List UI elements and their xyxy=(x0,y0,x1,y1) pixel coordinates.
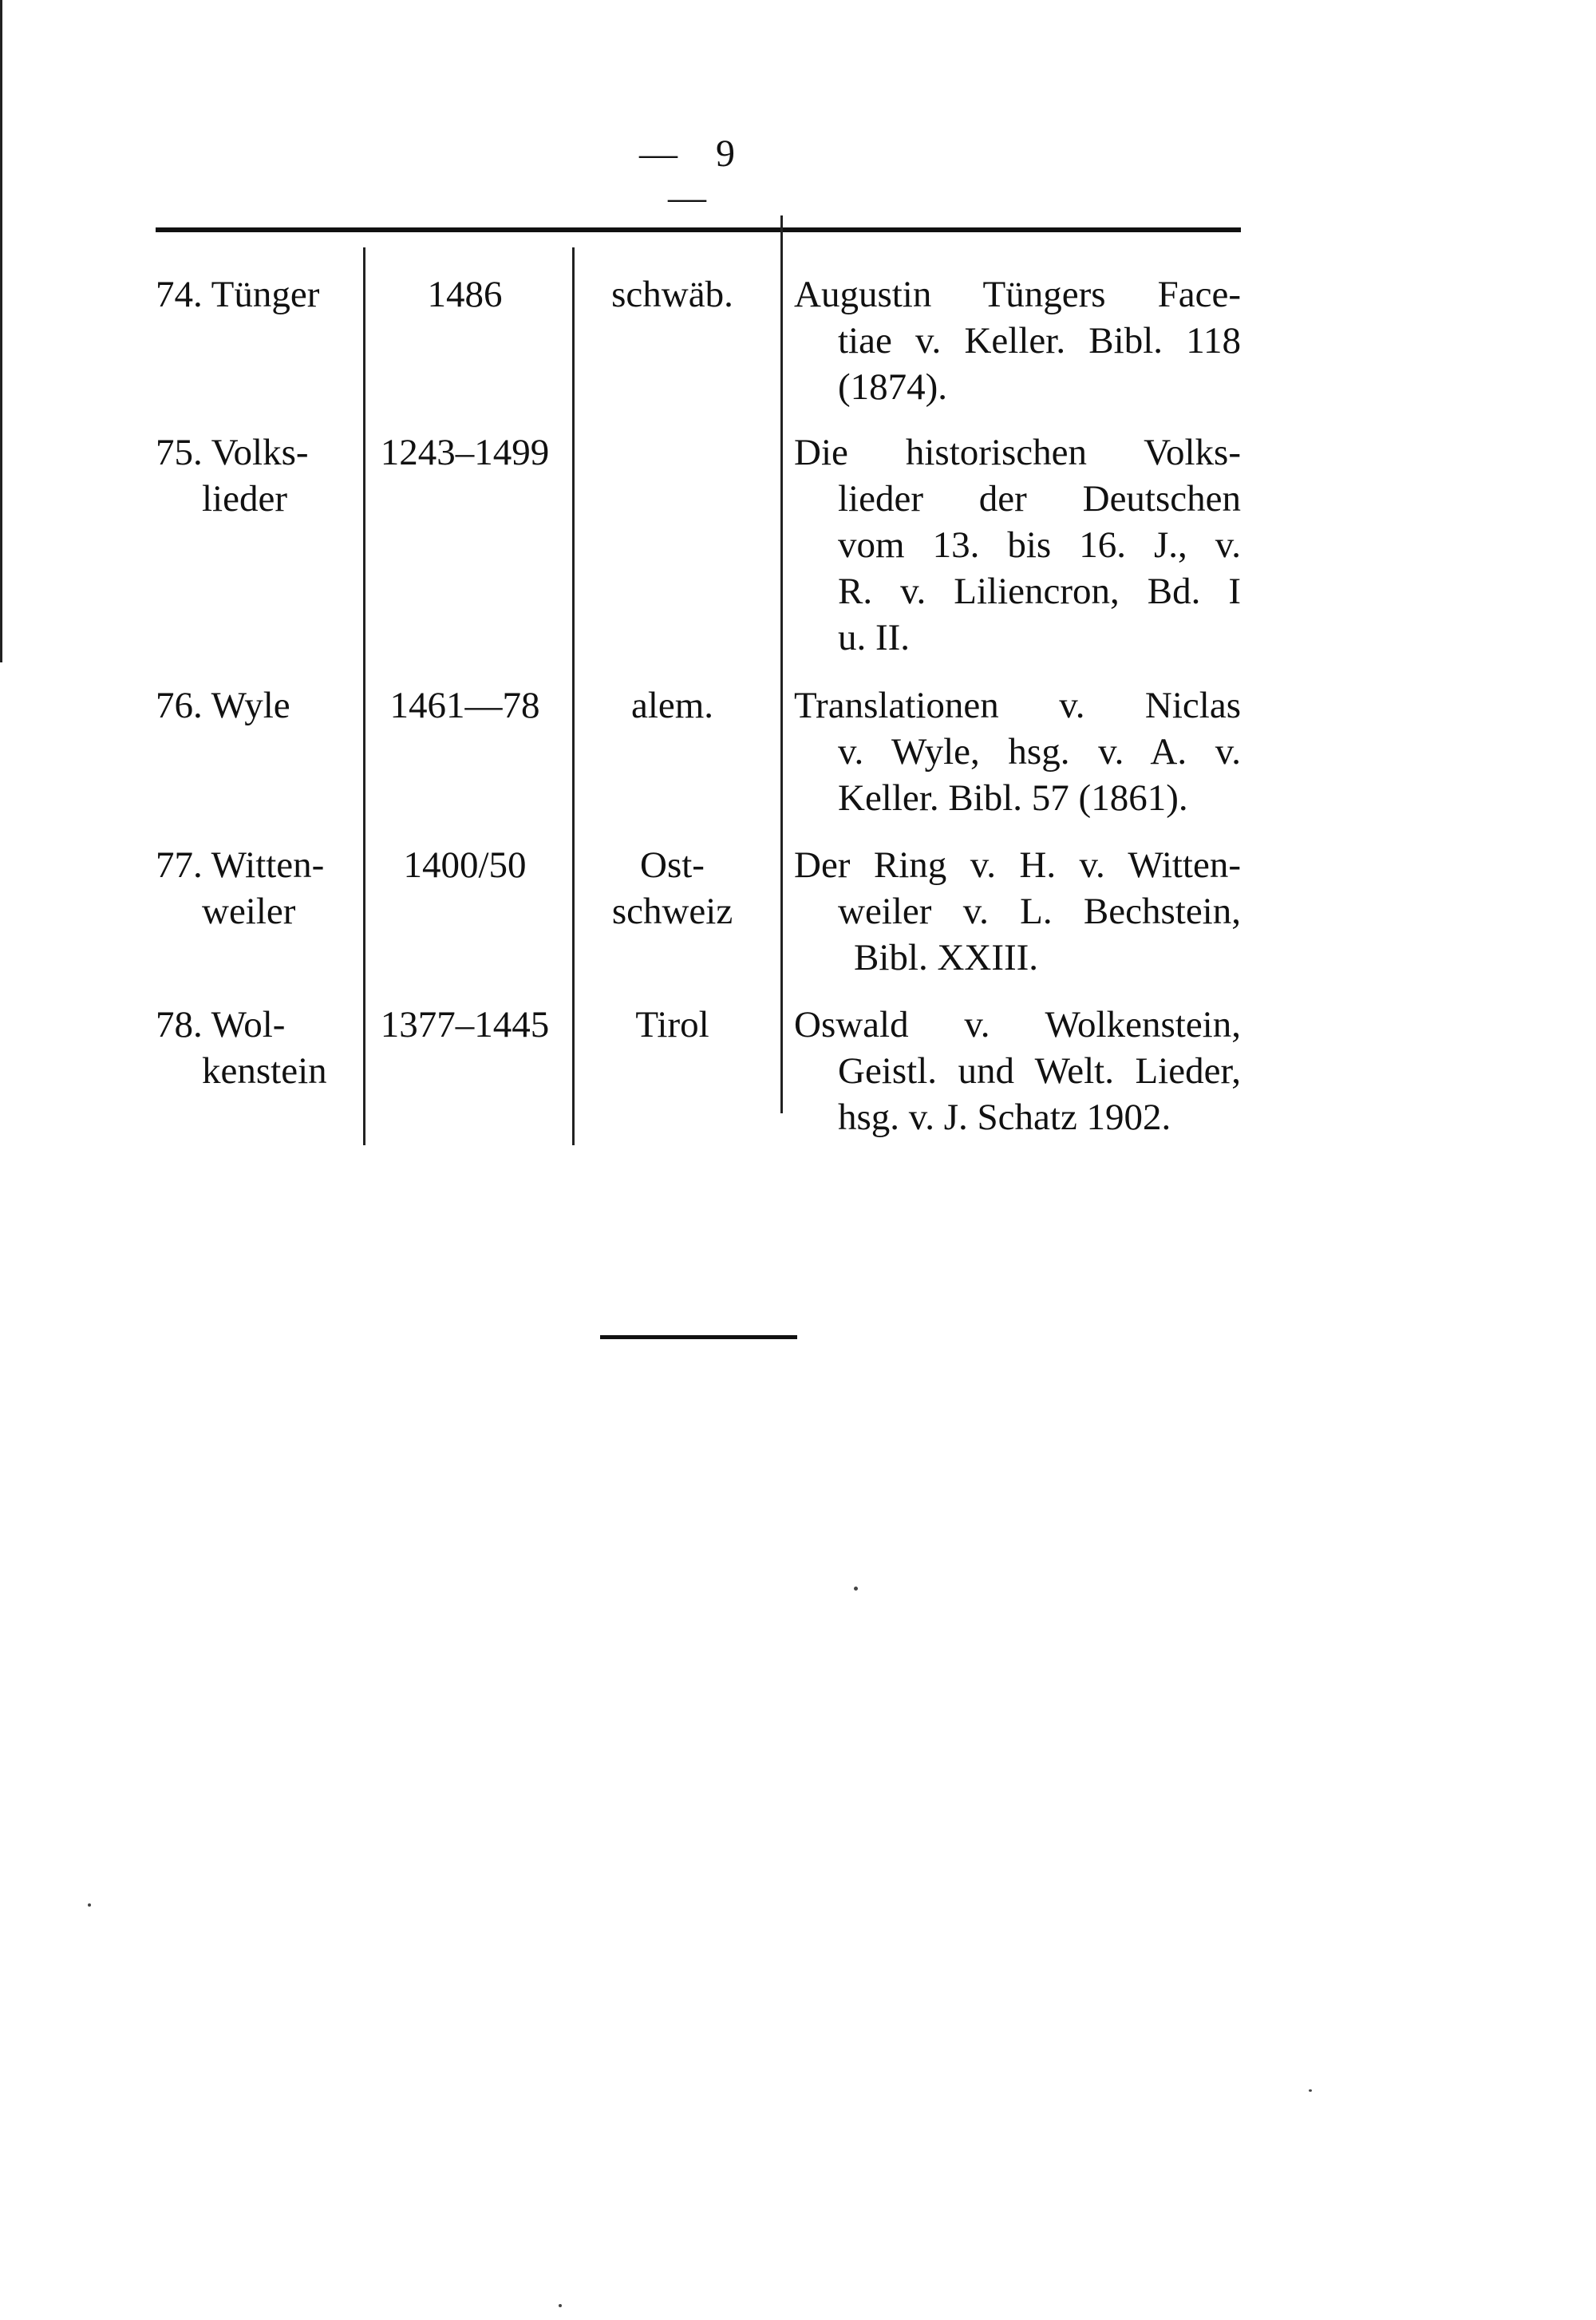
page-number: — 9 — xyxy=(639,132,749,219)
entry-number: 75. xyxy=(156,432,203,473)
source-line: Augustin Tüngers Face- xyxy=(794,274,1241,315)
source-line: tiae v. Keller. Bibl. 118 xyxy=(838,320,1241,362)
source-line: Translationen v. Niclas xyxy=(794,685,1241,726)
entry-years: 1461—78 xyxy=(389,685,540,726)
page-edge-line xyxy=(0,0,2,662)
source-line: Die historischen Volks- xyxy=(794,432,1241,473)
entry-name-line: weiler xyxy=(202,891,296,932)
source-line: Oswald v. Wolkenstein, xyxy=(794,1004,1241,1045)
paper-speck xyxy=(854,1587,858,1591)
entry-dialect: schwäb. xyxy=(611,274,733,315)
entry-source xyxy=(794,842,1241,981)
entry-years: 1377–1445 xyxy=(380,1004,550,1045)
source-line: R. v. Liliencron, Bd. I xyxy=(838,571,1241,612)
entry-source xyxy=(794,429,1241,661)
entry-name-line: kenstein xyxy=(202,1050,327,1092)
entry-number: 76. xyxy=(156,685,203,726)
entry-dialect: Tirol xyxy=(635,1004,709,1045)
source-line: (1874). xyxy=(838,366,948,408)
entry-name-line: lieder xyxy=(202,478,287,520)
entry-number: 78. xyxy=(156,1004,203,1045)
entry-source xyxy=(794,682,1241,821)
entry-years: 1400/50 xyxy=(403,844,527,886)
entry-years: 1486 xyxy=(427,274,503,315)
source-line: hsg. v. J. Schatz 1902. xyxy=(838,1097,1171,1138)
entry-source xyxy=(794,271,1241,410)
source-line: Keller. Bibl. 57 (1861). xyxy=(838,777,1188,819)
closing-rule xyxy=(600,1335,797,1339)
source-line: vom 13. bis 16. J., v. xyxy=(838,524,1241,566)
top-rule xyxy=(156,227,1241,232)
source-line: Bibl. XXIII. xyxy=(854,937,1039,978)
source-line: u. II. xyxy=(838,617,911,658)
entry-name xyxy=(156,682,359,729)
entry-years: 1243–1499 xyxy=(380,432,550,473)
entry-name-line: Wol- xyxy=(211,1004,286,1045)
source-line: Der Ring v. H. v. Witten- xyxy=(794,844,1241,886)
entry-number: 74. xyxy=(156,274,203,315)
entry-name-line: Wyle xyxy=(211,685,290,726)
entry-name-line: Volks- xyxy=(211,432,309,473)
source-line: weiler v. L. Bechstein, xyxy=(838,891,1241,932)
entry-dialect: Ost- schweiz xyxy=(611,844,733,932)
entry-name-line: Witten- xyxy=(211,844,325,886)
entry-name xyxy=(156,842,359,935)
entry-dialect: alem. xyxy=(630,685,714,726)
paper-speck xyxy=(559,2304,562,2307)
source-line: v. Wyle, hsg. v. A. v. xyxy=(838,731,1241,773)
source-line: lieder der Deutschen xyxy=(838,478,1241,520)
entry-number: 77. xyxy=(156,844,203,886)
entry-name xyxy=(156,1002,359,1094)
paper-speck xyxy=(1309,2089,1312,2092)
entry-name-line: Tünger xyxy=(211,274,320,315)
source-line: Geistl. und Welt. Lieder, xyxy=(838,1050,1241,1092)
entry-name xyxy=(156,429,359,522)
entry-source xyxy=(794,1002,1241,1140)
column-divider-3 xyxy=(780,215,783,1113)
entry-name xyxy=(156,271,359,318)
paper-speck xyxy=(88,1903,91,1907)
